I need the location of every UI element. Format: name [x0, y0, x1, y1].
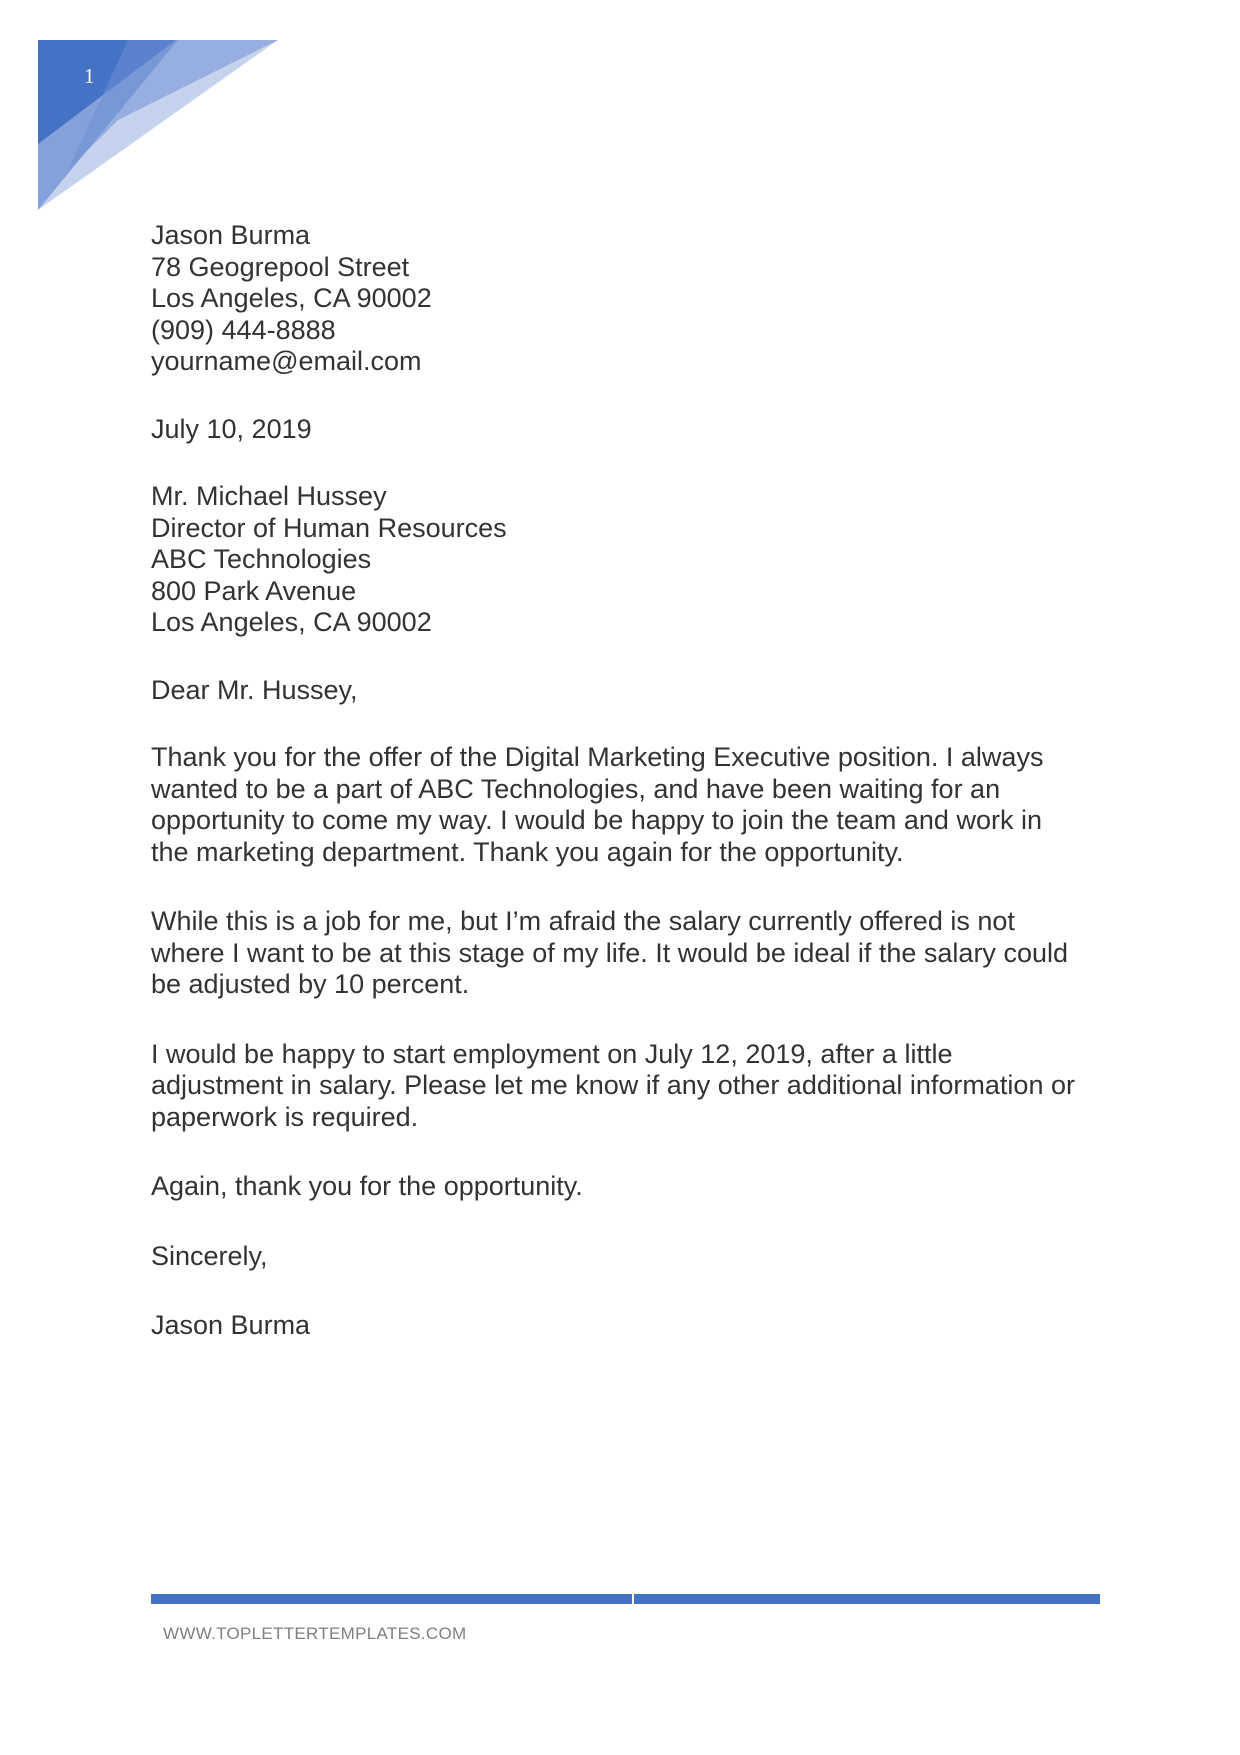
sender-phone: (909) 444-8888 [151, 314, 336, 345]
sender-street: 78 Geogrepool Street [151, 251, 410, 282]
paragraph-thanks [151, 1171, 1101, 1203]
recipient-name: Mr. Michael Hussey [151, 481, 387, 511]
sender-block [151, 220, 1101, 378]
paragraph-start-date [151, 1039, 1101, 1134]
paragraph-line: be adjusted by 10 percent. [151, 969, 470, 999]
recipient-street: 800 Park Avenue [151, 575, 357, 606]
corner-decoration [38, 40, 278, 210]
paragraph-salary [151, 906, 1101, 1001]
paragraph-line: While this is a job for me, but I’m afraid the salary currently offered is not [151, 906, 1015, 936]
recipient-company: ABC Technologies [151, 544, 372, 574]
footer-rule-left [151, 1594, 632, 1604]
footer-website: WWW.TOPLETTERTEMPLATES.COM [163, 1624, 467, 1643]
letter-date: July 10, 2019 [151, 413, 312, 444]
closing: Sincerely, [151, 1240, 268, 1271]
paragraph-line: the marketing department. Thank you again for the opportunity. [151, 836, 904, 867]
letter-body [151, 220, 1101, 1342]
paragraph-line: Thank you for the offer of the Digital Marketing Executive position. I always [151, 742, 1044, 772]
paragraph-line: adjustment in salary. Please let me know if any other additional information or [151, 1070, 1075, 1100]
page-number: 1 [84, 64, 95, 88]
sender-email: yourname@email.com [151, 346, 422, 376]
paragraph-line: I would be happy to start employment on July 12, 2019, after a little [151, 1038, 953, 1069]
footer-rule-right [634, 1594, 1100, 1604]
sender-city: Los Angeles, CA 90002 [151, 283, 432, 313]
salutation: Dear Mr. Hussey, [151, 674, 358, 705]
sender-name: Jason Burma [151, 220, 311, 250]
recipient-city: Los Angeles, CA 90002 [151, 607, 432, 637]
paragraph-line: wanted to be a part of ABC Technologies, and have been waiting for an [151, 773, 1001, 804]
paragraph-offer [151, 742, 1101, 868]
signature-name: Jason Burma [151, 1310, 311, 1340]
recipient-block [151, 481, 1101, 639]
paragraph-line: opportunity to come my way. I would be happy to join the team and work in [151, 805, 1042, 835]
paragraph-line: where I want to be at this stage of my life. It would be ideal if the salary could [151, 937, 1068, 968]
paragraph-line: Again, thank you for the opportunity. [151, 1171, 583, 1201]
paragraph-line: paperwork is required. [151, 1101, 419, 1132]
recipient-title: Director of Human Resources [151, 512, 507, 543]
